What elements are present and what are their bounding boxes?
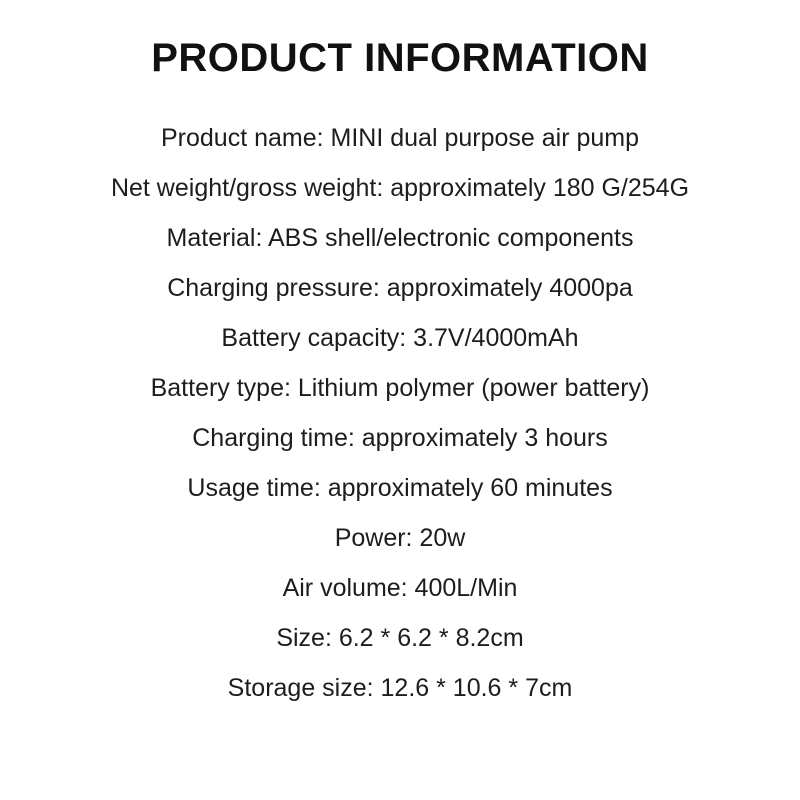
list-item: Charging pressure: approximately 4000pa — [167, 274, 633, 302]
list-item: Air volume: 400L/Min — [282, 574, 518, 602]
list-item: Net weight/gross weight: approximately 180 G/254G — [110, 174, 690, 202]
spec-list — [0, 126, 800, 726]
list-item: Battery capacity: 3.7V/4000mAh — [221, 324, 579, 352]
list-item: Product name: MINI dual purpose air pump — [160, 124, 639, 152]
list-item: Storage size: 12.6 * 10.6 * 7cm — [227, 674, 573, 702]
list-item: Material: ABS shell/electronic components — [166, 224, 634, 252]
list-item: Charging time: approximately 3 hours — [192, 424, 608, 452]
page-title: PRODUCT INFORMATION — [151, 36, 649, 80]
list-item: Usage time: approximately 60 minutes — [187, 474, 613, 502]
list-item: Battery type: Lithium polymer (power battery) — [150, 374, 650, 402]
list-item: Size: 6.2 * 6.2 * 8.2cm — [276, 624, 524, 652]
list-item: Power: 20w — [334, 524, 466, 552]
